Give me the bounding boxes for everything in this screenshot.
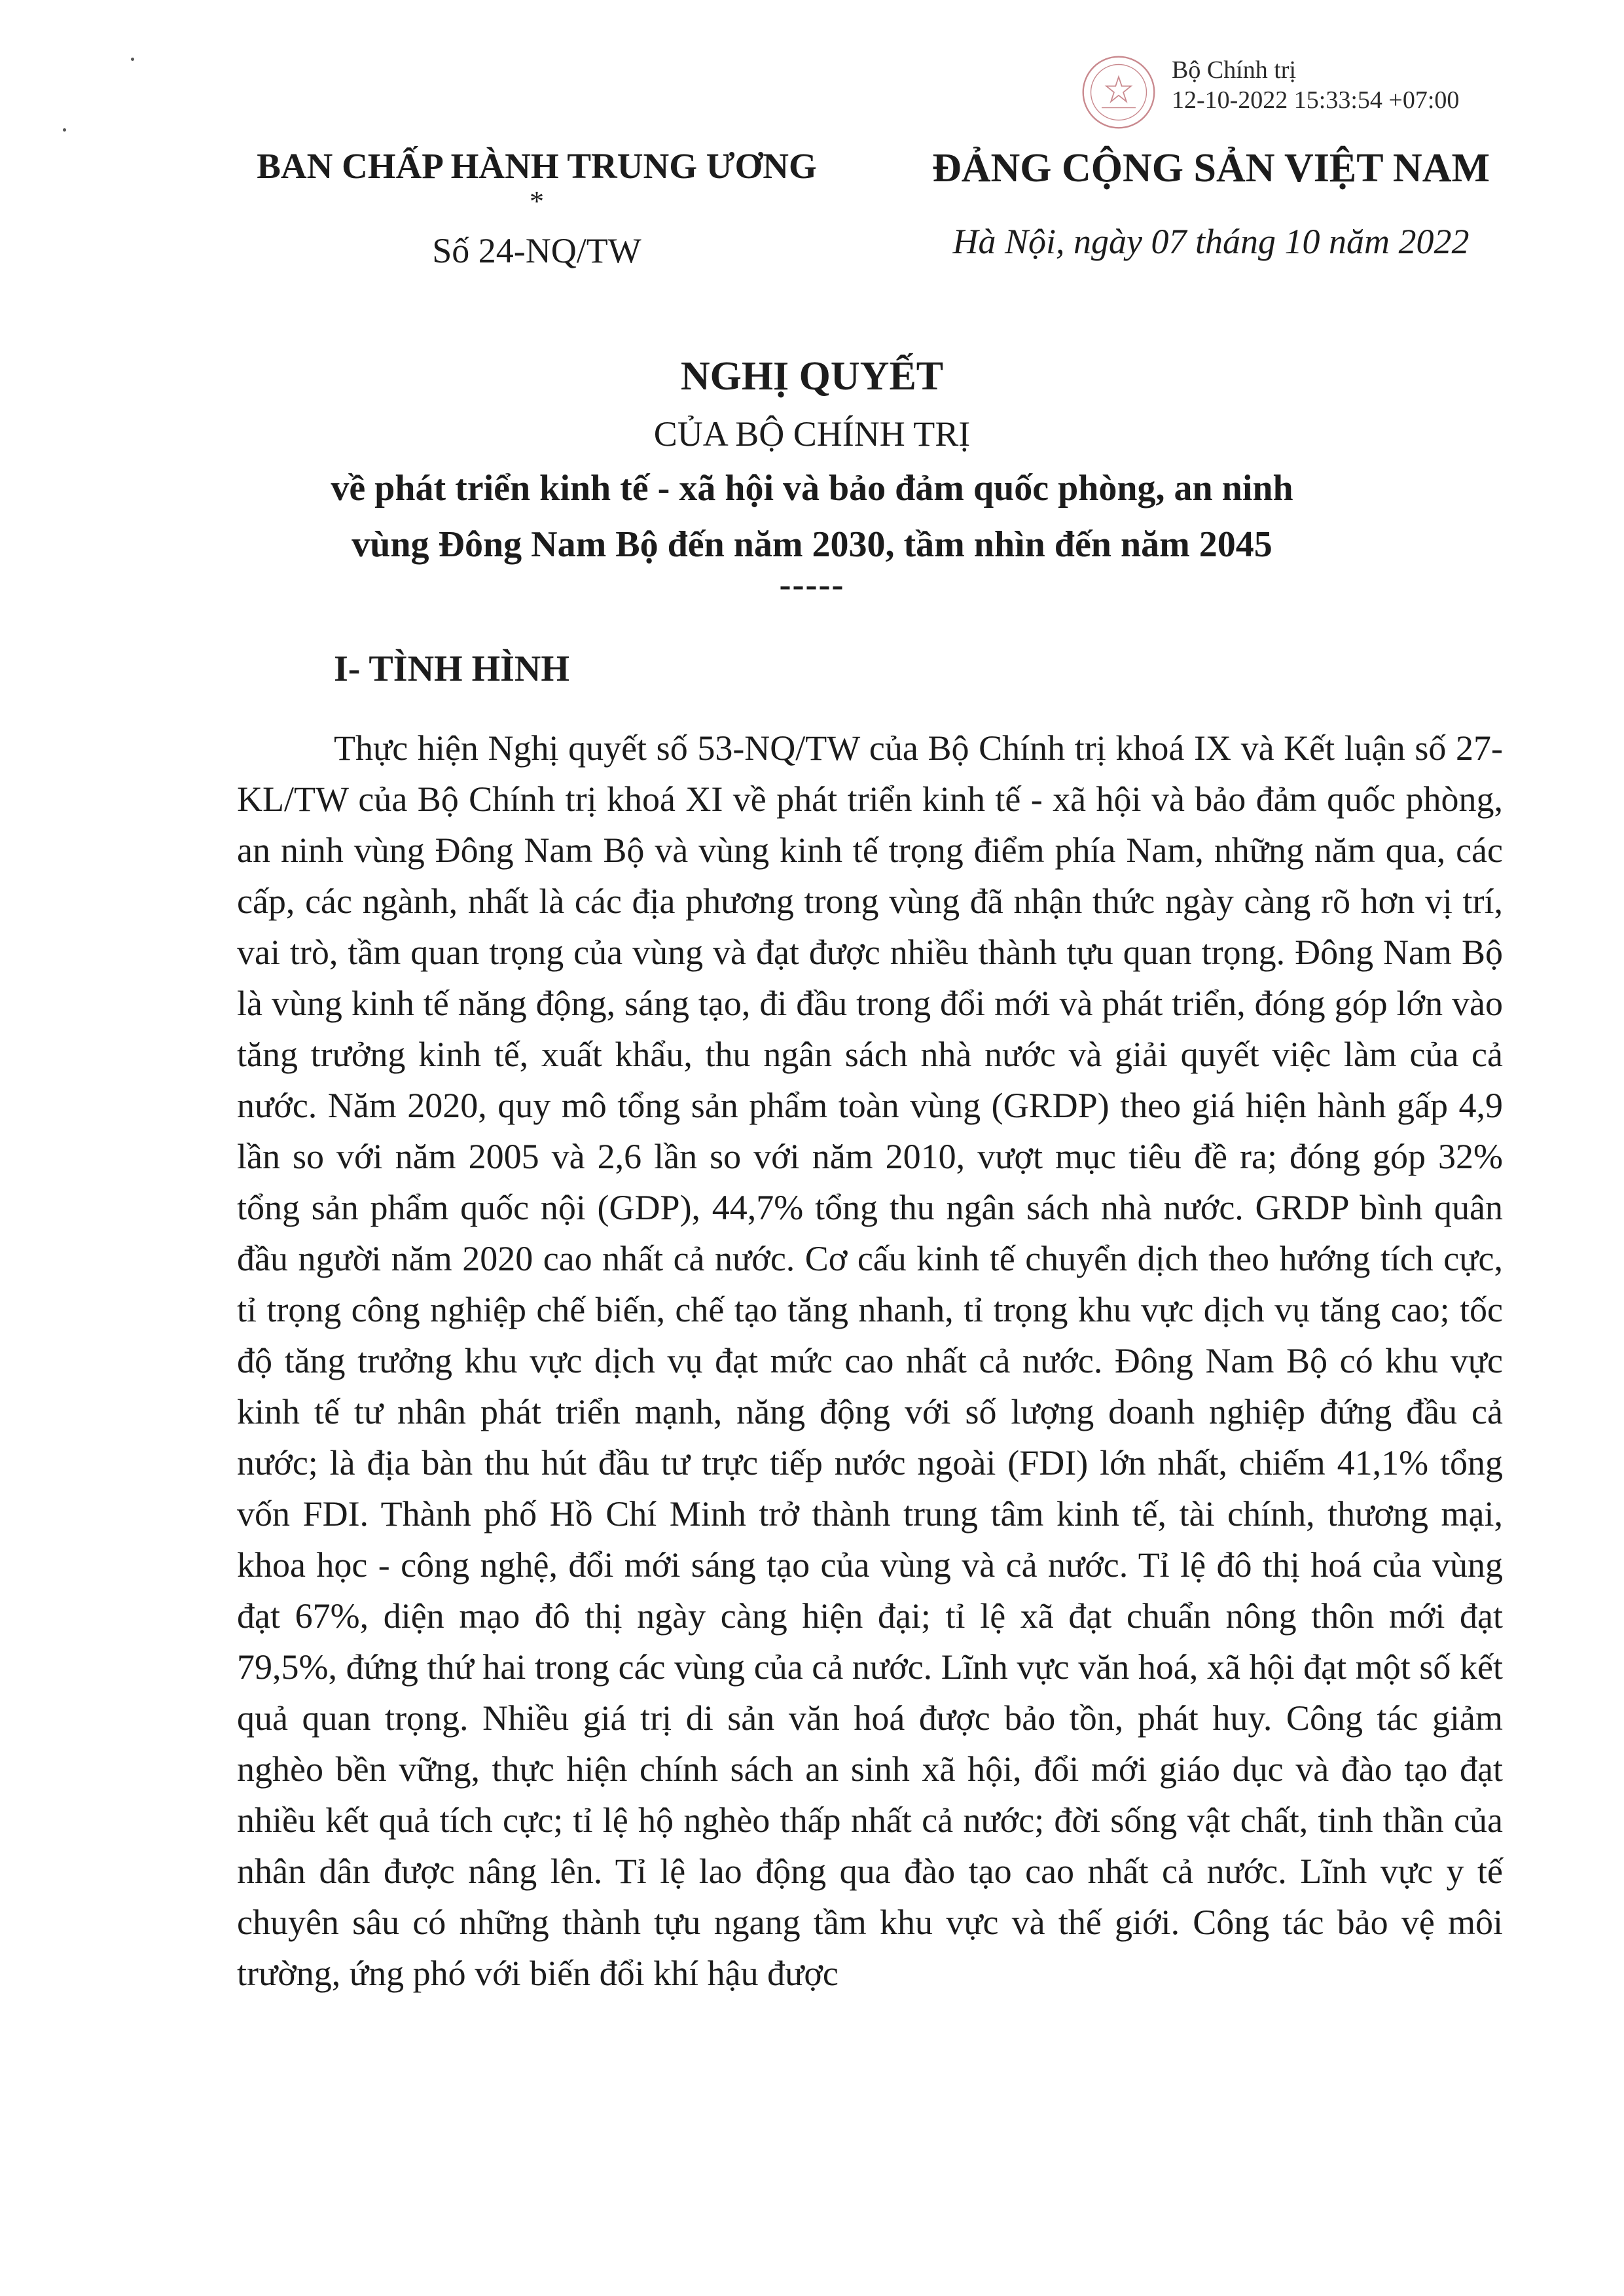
document-issuer: CỦA BỘ CHÍNH TRỊ — [653, 414, 971, 454]
document-number: Số 24-NQ/TW — [432, 231, 641, 270]
section-paragraph: Thực hiện Nghị quyết số 53-NQ/TW của Bộ Chính trị khoá IX và Kết luận số 27-KL/TW của Bộ Chính trị khoá XI về phát triển kinh tế - xã hội và bảo đảm quốc phòng, an ninh vùng Đông Nam Bộ và vùng kinh tế trọng điểm phía Nam, những năm qua, các cấp, các ngành, nhất là các địa phương trong vùng đã nhận thức ngày càng rõ hơn vị trí, vai trò, tầm quan trọng của vùng và đạt được nhiều thành tựu quan trọng. Đông Nam Bộ là vùng kinh tế năng động, sáng tạo, đi đầu trong đổi mới và phát triển, đóng góp lớn vào tăng trưởng kinh tế, xuất khẩu, thu ngân sách nhà nước và giải quyết việc làm của cả nước. Năm 2020, quy mô tổng sản phẩm toàn vùng (GRDP) theo giá hiện hành gấp 4,9 lần so với năm 2005 và 2,6 lần so với năm 2010, vượt mục tiêu đề ra; đóng góp 32% tổng sản phẩm quốc nội (GDP), 44,7% tổng thu ngân sách nhà nước. GRDP bình quân đầu người năm 2020 cao nhất cả nước. Cơ cấu kinh tế chuyển dịch theo hướng tích cực, tỉ trọng công nghiệp chế biến, chế tạo tăng nhanh, tỉ trọng khu vực dịch vụ tăng cao; tốc độ tăng trưởng khu vực dịch vụ đạt mức cao nhất cả nước. Đông Nam Bộ có khu vực kinh tế tư nhân phát triển mạnh, năng động với số lượng doanh nghiệp đứng đầu cả nước; là địa bàn thu hút đầu tư trực tiếp nước ngoài (FDI) lớn nhất, chiếm 41,1% tổng vốn FDI. Thành phố Hồ Chí Minh trở thành trung tâm kinh tế, tài chính, thương mại, khoa học - công nghệ, đổi mới sáng tạo của vùng và cả nước. Tỉ lệ đô thị hoá của vùng đạt 67%, diện mạo đô thị ngày càng hiện đại; tỉ lệ xã đạt chuẩn nông thôn mới đạt 79,5%, đứng thứ hai trong các vùng của cả nước. Lĩnh vực văn hoá, xã hội đạt một số kết quả quan trọng. Nhiều giá trị di sản văn hoá được bảo tồn, phát huy. Công tác giảm nghèo bền vững, thực hiện chính sách an sinh xã hội, đổi mới giáo dục và đào tạo đạt nhiều kết quả tích cực; tỉ lệ hộ nghèo thấp nhất cả nước; đời sống vật chất, tinh thần của nhân dân được nâng lên. Tỉ lệ lao động qua đào tạo cao nhất cả nước. Lĩnh vực y tế chuyên sâu có những thành tựu ngang tầm khu vực và thế giới. Công tác bảo vệ môi trường, ứng phó với biến đổi khí hậu được — [237, 728, 1503, 1993]
signature-signer: Bộ Chính trị — [1172, 56, 1297, 84]
digital-signature — [1172, 55, 1459, 115]
scan-speck — [131, 58, 134, 61]
header-star: * — [530, 185, 544, 217]
signature-timestamp: 12-10-2022 15:33:54 +07:00 — [1172, 86, 1460, 114]
issuing-organization: BAN CHẤP HÀNH TRUNG ƯƠNG — [257, 146, 817, 186]
signature-seal-icon — [1080, 54, 1157, 131]
document-topic-line-2: vùng Đông Nam Bộ đến năm 2030, tầm nhìn đến năm 2045 — [352, 524, 1272, 565]
document-title: NGHỊ QUYẾT — [680, 354, 944, 399]
scan-speck — [63, 128, 66, 132]
document-topic-line-1: về phát triển kinh tế - xã hội và bảo đảm quốc phòng, an ninh — [331, 468, 1293, 509]
section-heading: I- TÌNH HÌNH — [334, 649, 569, 689]
title-separator: ----- — [779, 565, 845, 604]
party-name: ĐẢNG CỘNG SẢN VIỆT NAM — [931, 146, 1490, 190]
place-date: Hà Nội, ngày 07 tháng 10 năm 2022 — [952, 222, 1470, 261]
